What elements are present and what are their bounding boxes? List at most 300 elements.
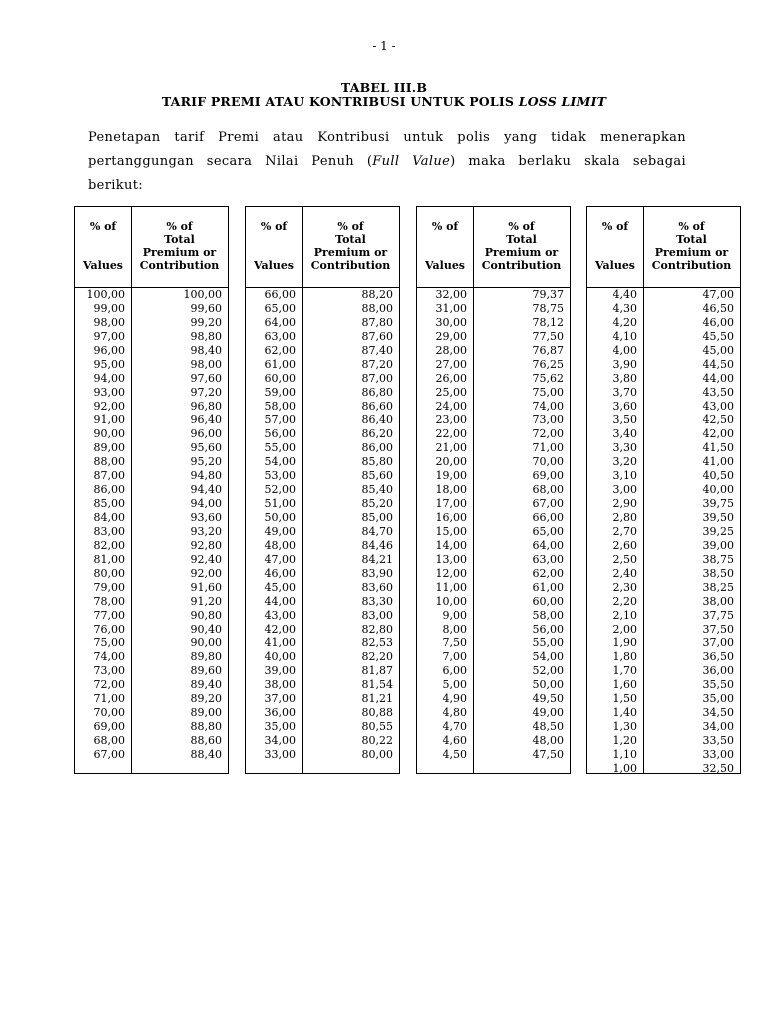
premium-cell: 84,46 [361,538,393,552]
table-subtitle [0,94,768,109]
value-cell: 81,00 [93,552,125,566]
premium-column [302,288,393,762]
premium-cell: 45,00 [702,343,734,357]
premium-cell: 98,80 [190,329,222,343]
premium-cell: 80,00 [361,747,393,761]
premium-header-line: Total [164,233,195,246]
premium-cell: 85,60 [361,469,393,483]
rate-table-1 [74,206,229,774]
premium-cell: 38,50 [702,566,734,580]
premium-cell: 84,21 [361,552,393,566]
premium-cell: 36,00 [702,664,734,678]
value-cell: 84,00 [93,511,125,524]
value-cell: 7,50 [442,636,467,650]
value-cell: 1,80 [612,650,637,664]
value-cell: 28,00 [435,343,467,357]
premium-cell: 33,00 [702,747,734,761]
premium-cell: 36,50 [702,650,734,664]
value-cell: 11,00 [435,580,467,594]
subtitle-text: TARIF PREMI ATAU KONTRIBUSI UNTUK POLIS [161,94,519,109]
premium-header [643,220,740,272]
values-column [75,288,125,762]
value-cell: 74,00 [93,650,125,664]
premium-cell: 99,20 [190,315,222,329]
value-cell: 61,00 [264,357,296,371]
premium-cell: 50,00 [532,678,564,692]
premium-cell: 96,80 [190,399,222,413]
premium-cell: 55,00 [532,636,564,650]
value-cell: 18,00 [435,483,467,497]
value-cell: 46,00 [264,566,296,580]
value-cell: 96,00 [93,343,125,357]
value-cell: 26,00 [435,371,467,385]
premium-cell: 87,40 [361,343,393,357]
value-cell: 1,30 [612,720,637,734]
premium-cell: 98,40 [190,343,222,357]
rate-table-2 [245,206,400,774]
value-cell: 19,00 [435,469,467,483]
value-cell: 51,00 [264,497,296,511]
value-cell: 98,00 [93,315,125,329]
premium-cell: 84,70 [361,524,393,538]
value-cell: 1,60 [612,678,637,692]
premium-cell: 80,88 [361,706,393,720]
premium-cell: 86,00 [361,441,393,455]
value-cell: 89,00 [93,441,125,455]
value-cell: 2,60 [612,538,637,552]
premium-header [302,220,399,272]
value-cell: 90,00 [93,427,125,441]
premium-cell: 82,53 [361,636,393,650]
value-cell: 4,00 [612,343,637,357]
value-cell: 3,90 [612,357,637,371]
premium-cell: 77,50 [532,329,564,343]
value-cell: 13,00 [435,552,467,566]
value-cell: 58,00 [264,399,296,413]
premium-cell: 80,22 [361,734,393,747]
value-cell: 55,00 [264,441,296,455]
value-cell: 2,50 [612,552,637,566]
value-cell: 44,00 [264,594,296,608]
premium-cell: 75,00 [532,385,564,399]
values-header-line: Values [82,259,124,272]
premium-cell: 48,50 [532,720,564,734]
value-cell: 91,00 [93,413,125,427]
premium-cell: 98,00 [190,357,222,371]
value-cell: 66,00 [264,288,296,301]
value-cell: 59,00 [264,385,296,399]
value-cell: 88,00 [93,455,125,469]
premium-cell: 37,50 [702,622,734,636]
premium-cell: 82,20 [361,650,393,664]
premium-cell: 62,00 [532,566,564,580]
value-cell: 48,00 [264,538,296,552]
value-cell: 15,00 [435,524,467,538]
premium-cell: 81,87 [361,664,393,678]
premium-cell: 35,50 [702,678,734,692]
premium-cell: 89,40 [190,678,222,692]
premium-cell: 81,54 [361,678,393,692]
value-cell: 14,00 [435,538,467,552]
value-cell: 35,00 [264,720,296,734]
premium-cell: 65,00 [532,524,564,538]
value-cell: 2,20 [612,594,637,608]
value-cell: 41,00 [264,636,296,650]
value-cell: 65,00 [264,301,296,315]
premium-cell: 49,50 [532,692,564,706]
premium-cell: 94,40 [190,483,222,497]
value-cell: 32,00 [435,288,467,301]
premium-cell: 76,25 [532,357,564,371]
value-cell: 3,00 [612,483,637,497]
premium-header-line: Premium or [313,246,388,259]
values-header [246,220,302,272]
value-cell: 47,00 [264,552,296,566]
value-cell: 1,40 [612,706,637,720]
premium-cell: 89,00 [190,706,222,720]
rate-table-4 [586,206,741,774]
premium-header-line: Total [335,233,366,246]
value-cell: 64,00 [264,315,296,329]
premium-column [131,288,222,762]
value-cell: 21,00 [435,441,467,455]
premium-cell: 75,62 [532,371,564,385]
premium-cell: 89,80 [190,650,222,664]
value-cell: 95,00 [93,357,125,371]
subtitle-italic: LOSS LIMIT [518,94,607,109]
premium-cell: 89,60 [190,664,222,678]
value-cell: 1,70 [612,664,637,678]
value-cell: 43,00 [264,608,296,622]
value-cell: 80,00 [93,566,125,580]
premium-cell: 83,60 [361,580,393,594]
premium-cell: 39,25 [702,524,734,538]
premium-cell: 81,21 [361,692,393,706]
premium-cell: 66,00 [532,511,564,524]
premium-cell: 89,20 [190,692,222,706]
value-cell: 3,40 [612,427,637,441]
value-cell: 3,20 [612,455,637,469]
values-column [417,288,467,762]
value-cell: 82,00 [93,538,125,552]
value-cell: 63,00 [264,329,296,343]
value-cell: 93,00 [93,385,125,399]
table-title: TABEL III.B [340,80,428,95]
value-cell: 4,90 [442,692,467,706]
premium-header-line: Premium or [654,246,729,259]
value-cell: 70,00 [93,706,125,720]
premium-cell: 88,00 [361,301,393,315]
value-cell: 57,00 [264,413,296,427]
values-header [417,220,473,272]
value-cell: 8,00 [442,622,467,636]
premium-cell: 85,40 [361,483,393,497]
premium-cell: 96,00 [190,427,222,441]
values-header [75,220,131,272]
premium-cell: 60,00 [532,594,564,608]
premium-header-line: Total [506,233,537,246]
premium-cell: 85,80 [361,455,393,469]
value-cell: 86,00 [93,483,125,497]
value-cell: 49,00 [264,524,296,538]
value-cell: 45,00 [264,580,296,594]
premium-header-line: % of [166,220,193,233]
value-cell: 12,00 [435,566,467,580]
premium-cell: 39,00 [702,538,734,552]
premium-header-line: % of [337,220,364,233]
value-cell: 3,80 [612,371,637,385]
value-cell: 87,00 [93,469,125,483]
premium-cell: 85,00 [361,511,393,524]
premium-cell: 96,40 [190,413,222,427]
premium-cell: 69,00 [532,469,564,483]
value-cell: 31,00 [435,301,467,315]
value-cell: 76,00 [93,622,125,636]
premium-cell: 93,20 [190,524,222,538]
premium-cell: 83,00 [361,608,393,622]
premium-cell: 33,50 [702,734,734,747]
premium-cell: 37,00 [702,636,734,650]
premium-cell: 73,00 [532,413,564,427]
value-cell: 4,10 [612,329,637,343]
value-cell: 4,60 [442,734,467,747]
premium-header-line: Contribution [651,259,732,272]
value-cell: 3,50 [612,413,637,427]
value-cell: 9,00 [442,608,467,622]
premium-cell: 100,00 [183,288,222,301]
values-header-line: % of [260,220,288,233]
premium-cell: 39,75 [702,497,734,511]
premium-cell: 86,60 [361,399,393,413]
premium-cell: 47,50 [532,747,564,761]
value-cell: 4,50 [442,747,467,761]
value-cell: 42,00 [264,622,296,636]
premium-cell: 78,12 [532,315,564,329]
value-cell: 3,70 [612,385,637,399]
value-cell: 3,10 [612,469,637,483]
premium-cell: 88,80 [190,720,222,734]
value-cell: 3,60 [612,399,637,413]
premium-cell: 86,80 [361,385,393,399]
value-cell: 36,00 [264,706,296,720]
value-cell: 33,00 [264,747,296,761]
premium-column [473,288,564,762]
premium-cell: 90,00 [190,636,222,650]
premium-cell: 82,80 [361,622,393,636]
value-cell: 2,80 [612,511,637,524]
value-cell: 85,00 [93,497,125,511]
value-cell: 4,70 [442,720,467,734]
value-cell: 27,00 [435,357,467,371]
premium-cell: 35,00 [702,692,734,706]
values-column [587,288,637,776]
value-cell: 53,00 [264,469,296,483]
premium-cell: 95,60 [190,441,222,455]
value-cell: 97,00 [93,329,125,343]
intro-line-2 [88,150,686,174]
premium-cell: 38,25 [702,580,734,594]
intro-line-3: berikut: [88,178,144,193]
value-cell: 40,00 [264,650,296,664]
premium-cell: 90,80 [190,608,222,622]
premium-cell: 85,20 [361,497,393,511]
value-cell: 6,00 [442,664,467,678]
value-cell: 30,00 [435,315,467,329]
value-cell: 2,10 [612,608,637,622]
value-cell: 62,00 [264,343,296,357]
premium-header-line: Contribution [310,259,391,272]
value-cell: 71,00 [93,692,125,706]
premium-cell: 54,00 [532,650,564,664]
premium-cell: 41,00 [702,455,734,469]
value-cell: 79,00 [93,580,125,594]
value-cell: 100,00 [86,288,125,301]
value-cell: 16,00 [435,511,467,524]
premium-header [473,220,570,272]
value-cell: 3,30 [612,441,637,455]
premium-cell: 67,00 [532,497,564,511]
value-cell: 22,00 [435,427,467,441]
premium-cell: 45,50 [702,329,734,343]
value-cell: 34,00 [264,734,296,747]
value-cell: 2,30 [612,580,637,594]
premium-cell: 47,00 [702,288,734,301]
value-cell: 1,50 [612,692,637,706]
premium-cell: 91,20 [190,594,222,608]
value-cell: 10,00 [435,594,467,608]
premium-cell: 90,40 [190,622,222,636]
premium-cell: 37,75 [702,608,734,622]
value-cell: 60,00 [264,371,296,385]
value-cell: 1,20 [612,734,637,747]
premium-column [643,288,734,776]
intro-line-2-a: pertanggungan secara Nilai Penuh ( [88,154,373,169]
values-header [587,220,643,272]
value-cell: 94,00 [93,371,125,385]
premium-cell: 97,20 [190,385,222,399]
premium-cell: 97,60 [190,371,222,385]
premium-cell: 46,50 [702,301,734,315]
premium-cell: 49,00 [532,706,564,720]
value-cell: 4,30 [612,301,637,315]
value-cell: 68,00 [93,734,125,747]
premium-header-line: Contribution [139,259,220,272]
values-column [246,288,296,762]
premium-cell: 79,37 [532,288,564,301]
values-header-line: % of [89,220,117,233]
premium-cell: 94,80 [190,469,222,483]
value-cell: 50,00 [264,511,296,524]
premium-cell: 34,50 [702,706,734,720]
value-cell: 1,00 [612,761,637,775]
premium-cell: 70,00 [532,455,564,469]
premium-cell: 93,60 [190,511,222,524]
value-cell: 2,40 [612,566,637,580]
value-cell: 56,00 [264,427,296,441]
page-number: - 1 - [372,39,396,53]
premium-cell: 95,20 [190,455,222,469]
value-cell: 78,00 [93,594,125,608]
values-header-line: Values [594,259,636,272]
premium-cell: 68,00 [532,483,564,497]
rate-table-3 [416,206,571,774]
intro-line-2-b: ) maka berlaku skala sebagai [450,154,686,169]
premium-cell: 92,40 [190,552,222,566]
premium-cell: 32,50 [702,761,734,775]
value-cell: 23,00 [435,413,467,427]
value-cell: 83,00 [93,524,125,538]
premium-cell: 71,00 [532,441,564,455]
value-cell: 99,00 [93,301,125,315]
premium-cell: 88,20 [361,288,393,301]
value-cell: 37,00 [264,692,296,706]
premium-cell: 61,00 [532,580,564,594]
premium-cell: 83,30 [361,594,393,608]
premium-cell: 80,55 [361,720,393,734]
premium-cell: 52,00 [532,664,564,678]
premium-header-line: Premium or [142,246,217,259]
value-cell: 72,00 [93,678,125,692]
premium-cell: 42,00 [702,427,734,441]
value-cell: 2,90 [612,497,637,511]
value-cell: 1,10 [612,747,637,761]
premium-cell: 74,00 [532,399,564,413]
premium-cell: 83,90 [361,566,393,580]
premium-cell: 34,00 [702,720,734,734]
value-cell: 24,00 [435,399,467,413]
premium-cell: 92,00 [190,566,222,580]
premium-cell: 44,50 [702,357,734,371]
value-cell: 2,00 [612,622,637,636]
premium-cell: 88,40 [190,747,222,761]
premium-cell: 64,00 [532,538,564,552]
premium-cell: 44,00 [702,371,734,385]
value-cell: 73,00 [93,664,125,678]
premium-cell: 40,00 [702,483,734,497]
values-header-line: % of [431,220,459,233]
premium-cell: 99,60 [190,301,222,315]
value-cell: 4,80 [442,706,467,720]
value-cell: 52,00 [264,483,296,497]
premium-cell: 43,50 [702,385,734,399]
value-cell: 29,00 [435,329,467,343]
premium-cell: 58,00 [532,608,564,622]
value-cell: 4,40 [612,288,637,301]
premium-cell: 39,50 [702,511,734,524]
premium-cell: 88,60 [190,734,222,747]
premium-header [131,220,228,272]
premium-cell: 42,50 [702,413,734,427]
premium-header-line: Total [676,233,707,246]
premium-cell: 87,00 [361,371,393,385]
premium-cell: 87,80 [361,315,393,329]
premium-header-line: Contribution [481,259,562,272]
intro-line-1: Penetapan tarif Premi atau Kontribusi untuk polis yang tidak menerapkan [88,130,686,145]
value-cell: 39,00 [264,664,296,678]
value-cell: 77,00 [93,608,125,622]
value-cell: 1,90 [612,636,637,650]
intro-paragraph [88,126,686,198]
premium-header-line: % of [508,220,535,233]
premium-cell: 38,00 [702,594,734,608]
premium-cell: 76,87 [532,343,564,357]
premium-cell: 72,00 [532,427,564,441]
premium-cell: 46,00 [702,315,734,329]
premium-cell: 41,50 [702,441,734,455]
value-cell: 5,00 [442,678,467,692]
premium-cell: 40,50 [702,469,734,483]
value-cell: 67,00 [93,747,125,761]
